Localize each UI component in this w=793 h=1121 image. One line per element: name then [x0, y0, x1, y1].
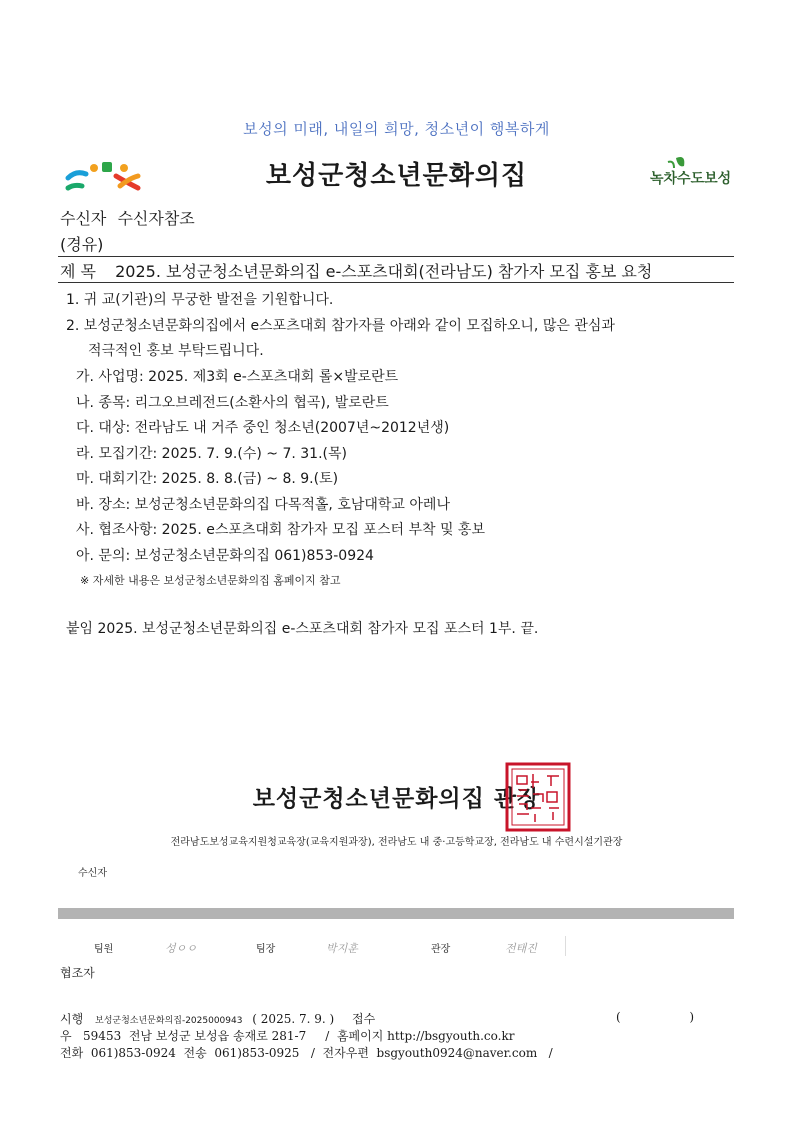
- address-line: 우 59453 전남 보성군 보성읍 송재로 281-7 / 홈페이지 http://bsgyouth.co.kr: [60, 1029, 515, 1043]
- list-item: 다. 대상: 전라남도 내 거주 중인 청소년(2007년~2012년생): [76, 420, 450, 436]
- subject-line: [60, 259, 652, 282]
- list-item: 아. 문의: 보성군청소년문화의집 061)853-0924: [76, 548, 374, 564]
- exec-date: ( 2025. 7. 9. ): [252, 1012, 335, 1026]
- director-signature: 전태진: [505, 942, 537, 955]
- paragraph-2-cont: 적극적인 홍보 부탁드립니다.: [88, 343, 264, 359]
- list-item: 나. 종목: 리그오브레전드(소환사의 협곡), 발로란트: [76, 395, 389, 411]
- divider: [58, 282, 734, 283]
- city-logo: [648, 154, 732, 192]
- recipient-footer-label: 수신자: [78, 868, 107, 879]
- director-label: 관장: [431, 944, 451, 955]
- recipient-list: 전라남도보성교육지원청교육장(교육지원과장), 전라남도 내 중·고등학교장, 전라남도 내 수련시설기관장: [170, 837, 623, 848]
- signature-title: 보성군청소년문화의집 관장: [252, 786, 541, 812]
- separator-bar: [58, 908, 734, 919]
- list-item: 마. 대회기간: 2025. 8. 8.(금) ~ 8. 9.(토): [76, 471, 339, 487]
- member-signature: 성ㅇㅇ: [165, 942, 197, 955]
- receipt-field: ( ): [616, 1010, 695, 1024]
- exec-label: 시행: [60, 1012, 84, 1026]
- recipient-line: [60, 206, 195, 229]
- exec-line: [60, 1010, 375, 1027]
- leader-signature: 박지훈: [326, 942, 358, 955]
- slogan: 보성의 미래, 내일의 희망, 청소년이 행복하게: [243, 120, 550, 138]
- city-logo-text: 녹차수도보성: [650, 171, 732, 187]
- leader-label: 팀장: [256, 944, 276, 955]
- divider: [565, 936, 566, 956]
- org-title: 보성군청소년문화의집: [265, 161, 528, 191]
- via-line: (경유): [60, 235, 104, 254]
- list-item: 가. 사업명: 2025. 제3회 e-스포츠대회 롤×발로란트: [76, 369, 399, 385]
- paragraph-1: 1. 귀 교(기관)의 무궁한 발전을 기원합니다.: [66, 292, 334, 308]
- receipt-label: 접수: [352, 1012, 376, 1026]
- cooperator-label: 협조자: [60, 966, 95, 980]
- list-item: 사. 협조사항: 2025. e스포츠대회 참가자 모집 포스터 부착 및 홍보: [76, 522, 485, 538]
- recipient-label: 수신자: [60, 209, 107, 228]
- divider: [58, 256, 734, 257]
- exec-doc-number: 보성군청소년문화의집-2025000943: [95, 1016, 243, 1026]
- contact-line: 전화 061)853-0924 전송 061)853-0925 / 전자우편 bsgyouth0924@naver.com /: [60, 1046, 553, 1060]
- official-seal: [505, 762, 571, 832]
- seal-icon: [505, 762, 571, 832]
- recipient-value: 수신자참조: [117, 209, 195, 228]
- member-label: 팀원: [94, 944, 114, 955]
- subject-text: 2025. 보성군청소년문화의집 e-스포츠대회(전라남도) 참가자 모집 홍보 요청: [115, 262, 653, 281]
- attachment-line: 붙임 2025. 보성군청소년문화의집 e-스포츠대회 참가자 모집 포스터 1부. 끝.: [66, 621, 539, 637]
- paragraph-2: 2. 보성군청소년문화의집에서 e스포츠대회 참가자를 아래와 같이 모집하오니, 많은 관심과: [66, 318, 615, 334]
- list-item: 라. 모집기간: 2025. 7. 9.(수) ~ 7. 31.(목): [76, 446, 347, 462]
- subject-label: 제 목: [60, 262, 96, 281]
- list-item: 바. 장소: 보성군청소년문화의집 다목적홀, 호남대학교 아레나: [76, 497, 450, 513]
- note: ※ 자세한 내용은 보성군청소년문화의집 홈페이지 참고: [80, 574, 341, 587]
